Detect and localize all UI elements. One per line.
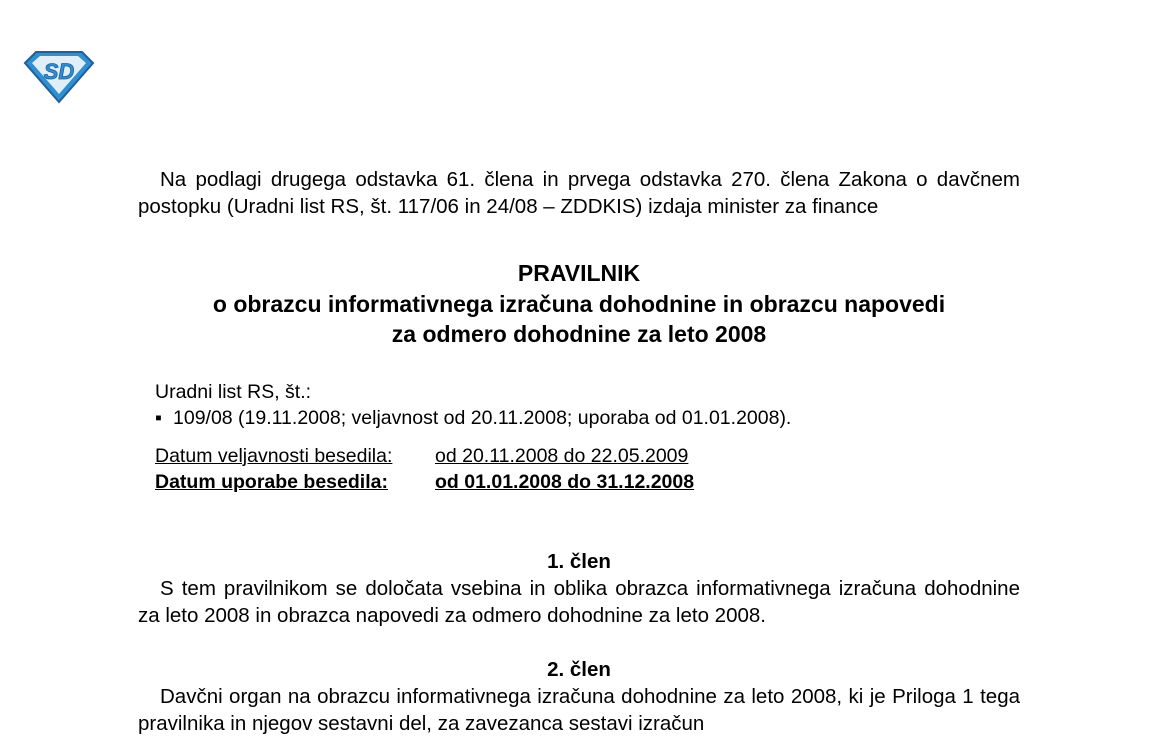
gazette-label: Uradni list RS, št.: (155, 381, 312, 403)
validity-date-row (155, 443, 1020, 469)
bullet-icon: ▪ (155, 407, 162, 429)
usage-label: Datum uporabe besedila: (155, 471, 388, 493)
gazette-entry (155, 405, 1020, 431)
text-dates (155, 443, 1020, 495)
article-1-text: S tem pravilnikom se določata vsebina in oblika obrazca informativnega izračuna dohodnine za leto 2008 in obrazca napovedi za odmero dohodnine za leto 2008. (138, 577, 1020, 627)
article-1-heading: 1. člen (547, 550, 611, 573)
usage-date-row (155, 469, 1020, 495)
logo-letters: SD (43, 59, 75, 84)
title-sub-line-1: o obrazcu informativnega izračuna dohodnine in obrazcu napovedi (212, 291, 946, 317)
article-2-heading: 2. člen (547, 658, 611, 681)
validity-value: od 20.11.2008 do 22.05.2009 (435, 445, 689, 467)
article-2-text: Davčni organ na obrazcu informativnega izračuna dohodnine za leto 2008, ki je Priloga 1 tega pravilnika in njegov sestavni del, za zavezanca sestavi izračun (138, 685, 1020, 735)
document-page (138, 166, 1020, 737)
title-sub-line-2: za odmero dohodnine za leto 2008 (391, 321, 767, 347)
intro-paragraph: Na podlagi drugega odstavka 61. člena in prvega odstavka 270. člena Zakona o davčnem postopku (Uradni list RS, št. 117/06 in 24/08 – ZDDKIS) izdaja minister za finance (138, 168, 1020, 218)
title-main: PRAVILNIK (517, 260, 641, 286)
gazette-entry-text: 109/08 (19.11.2008; veljavnost od 20.11.2008; uporaba od 01.01.2008). (173, 407, 792, 429)
usage-value: od 01.01.2008 do 31.12.2008 (435, 471, 695, 493)
gazette-reference (155, 379, 1020, 431)
sd-logo-icon (22, 49, 96, 105)
validity-label: Datum veljavnosti besedila: (155, 445, 393, 467)
document-title (138, 258, 1020, 349)
